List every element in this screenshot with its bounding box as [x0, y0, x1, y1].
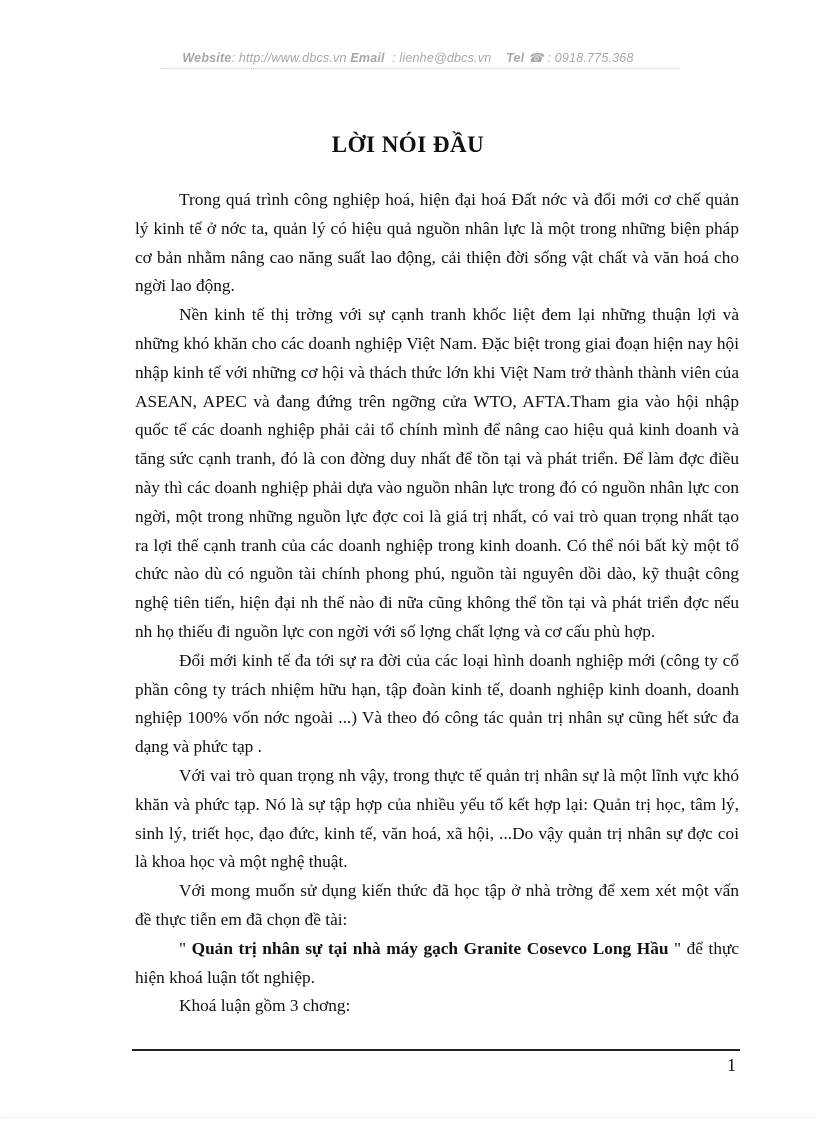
paragraph: Nền kinh tế thị trờng với sự cạnh tranh khốc liệt đem lại những thuận lợi và những khó khăn cho các doanh nghiệp Việt Nam. Đặc biệt trong giai đoạn hiện nay hội nhập kinh tế với những cơ hội và thách thức lớn khi Việt Nam trở thành thành viên của ASEAN, APEC và đang đứng trên ngỡng cửa WTO, AFTA.Tham gia vào hội nhập quốc tế các doanh nghiệp phải cải tổ chính mình để nâng cao hiệu quả kinh doanh và tăng sức cạnh tranh, đó là con đờng duy nhất để tồn tại và phát triển. Để làm đợc điều này thì các doanh nghiệp phải dựa vào nguồn nhân lực trong đó có nguồn nhân lực con ngời, một trong những nguồn lực đợc coi là giá trị nhất, có vai trò quan trọng nhất tạo ra lợi thế cạnh tranh của các doanh nghiệp trong kinh doanh. Có thể nói bất kỳ một tổ chức nào dù có nguồn tài chính phong phú, nguồn tài nguyên dồi dào, kỹ thuật công nghệ tiên tiến, hiện đại nh thế nào đi nữa cũng không thể tồn tại và phát triển đợc nếu nh họ thiếu đi nguồn lực con ngời với số lợng chất lợng và cơ cấu phù hợp.: [135, 305, 739, 641]
paragraph: Với mong muốn sử dụng kiến thức đã học tập ở nhà trờng để xem xét một vấn đề thực tiễn em đã chọn đề tài:: [135, 881, 739, 929]
topic-rest: " để thực hiện khoá luận tốt nghiệp.: [135, 938, 740, 987]
topic-paragraph: [135, 935, 739, 993]
topic-name: Quản trị nhân sự tại nhà máy gạch Granite Cosevco Long Hầu: [191, 938, 669, 958]
paragraph: Khoá luận gồm 3 chơng:: [179, 996, 351, 1016]
paragraph: Trong quá trình công nghiệp hoá, hiện đại hoá Đất nớc và đổi mới cơ chế quản lý kinh tế ở nớc ta, quản lý có hiệu quả nguồn nhân lực là một trong những biện pháp cơ bản nhằm nâng cao năng suất lao động, cải thiện đời sống vật chất và văn hoá cho ngời lao động.: [135, 190, 739, 296]
website-label: Website: [182, 51, 232, 65]
tel-value: ☎ : 0918.775.368: [527, 51, 634, 65]
email-label: Email: [350, 51, 385, 65]
tel-label: Tel: [506, 51, 525, 65]
page-header: [0, 50, 816, 65]
topic-open-quote: ": [179, 938, 192, 958]
bottom-border: [0, 1117, 816, 1118]
page-number: 1: [727, 1055, 736, 1075]
paragraph: Với vai trò quan trọng nh vậy, trong thực tế quản trị nhân sự là một lĩnh vực khó khăn và phức tạp. Nó là sự tập hợp của nhiều yếu tố kết hợp lại: Quản trị học, tâm lý, sinh lý, triết học, đạo đức, kinh tế, văn hoá, xã hội, ...Do vậy quản trị nhân sự đợc coi là khoa học và một nghệ thuật.: [135, 765, 739, 872]
footer-divider: [132, 1049, 740, 1051]
page-title: LỜI NÓI ĐẦU: [331, 132, 485, 157]
website-value: : http://www.dbcs.vn: [231, 51, 347, 65]
document-body: [135, 186, 739, 1021]
header-divider: [160, 68, 680, 69]
paragraph: Đổi mới kinh tế đa tới sự ra đời của các loại hình doanh nghiệp mới (công ty cổ phần công ty trách nhiệm hữu hạn, tập đoàn kinh tế, doanh nghiệp kinh doanh, doanh nghiệp 100% vốn nớc ngoài ...) Và theo đó công tác quản trị nhân sự cũng hết sức đa dạng và phức tạp .: [135, 650, 739, 757]
email-value: : lienhe@dbcs.vn: [392, 51, 492, 65]
